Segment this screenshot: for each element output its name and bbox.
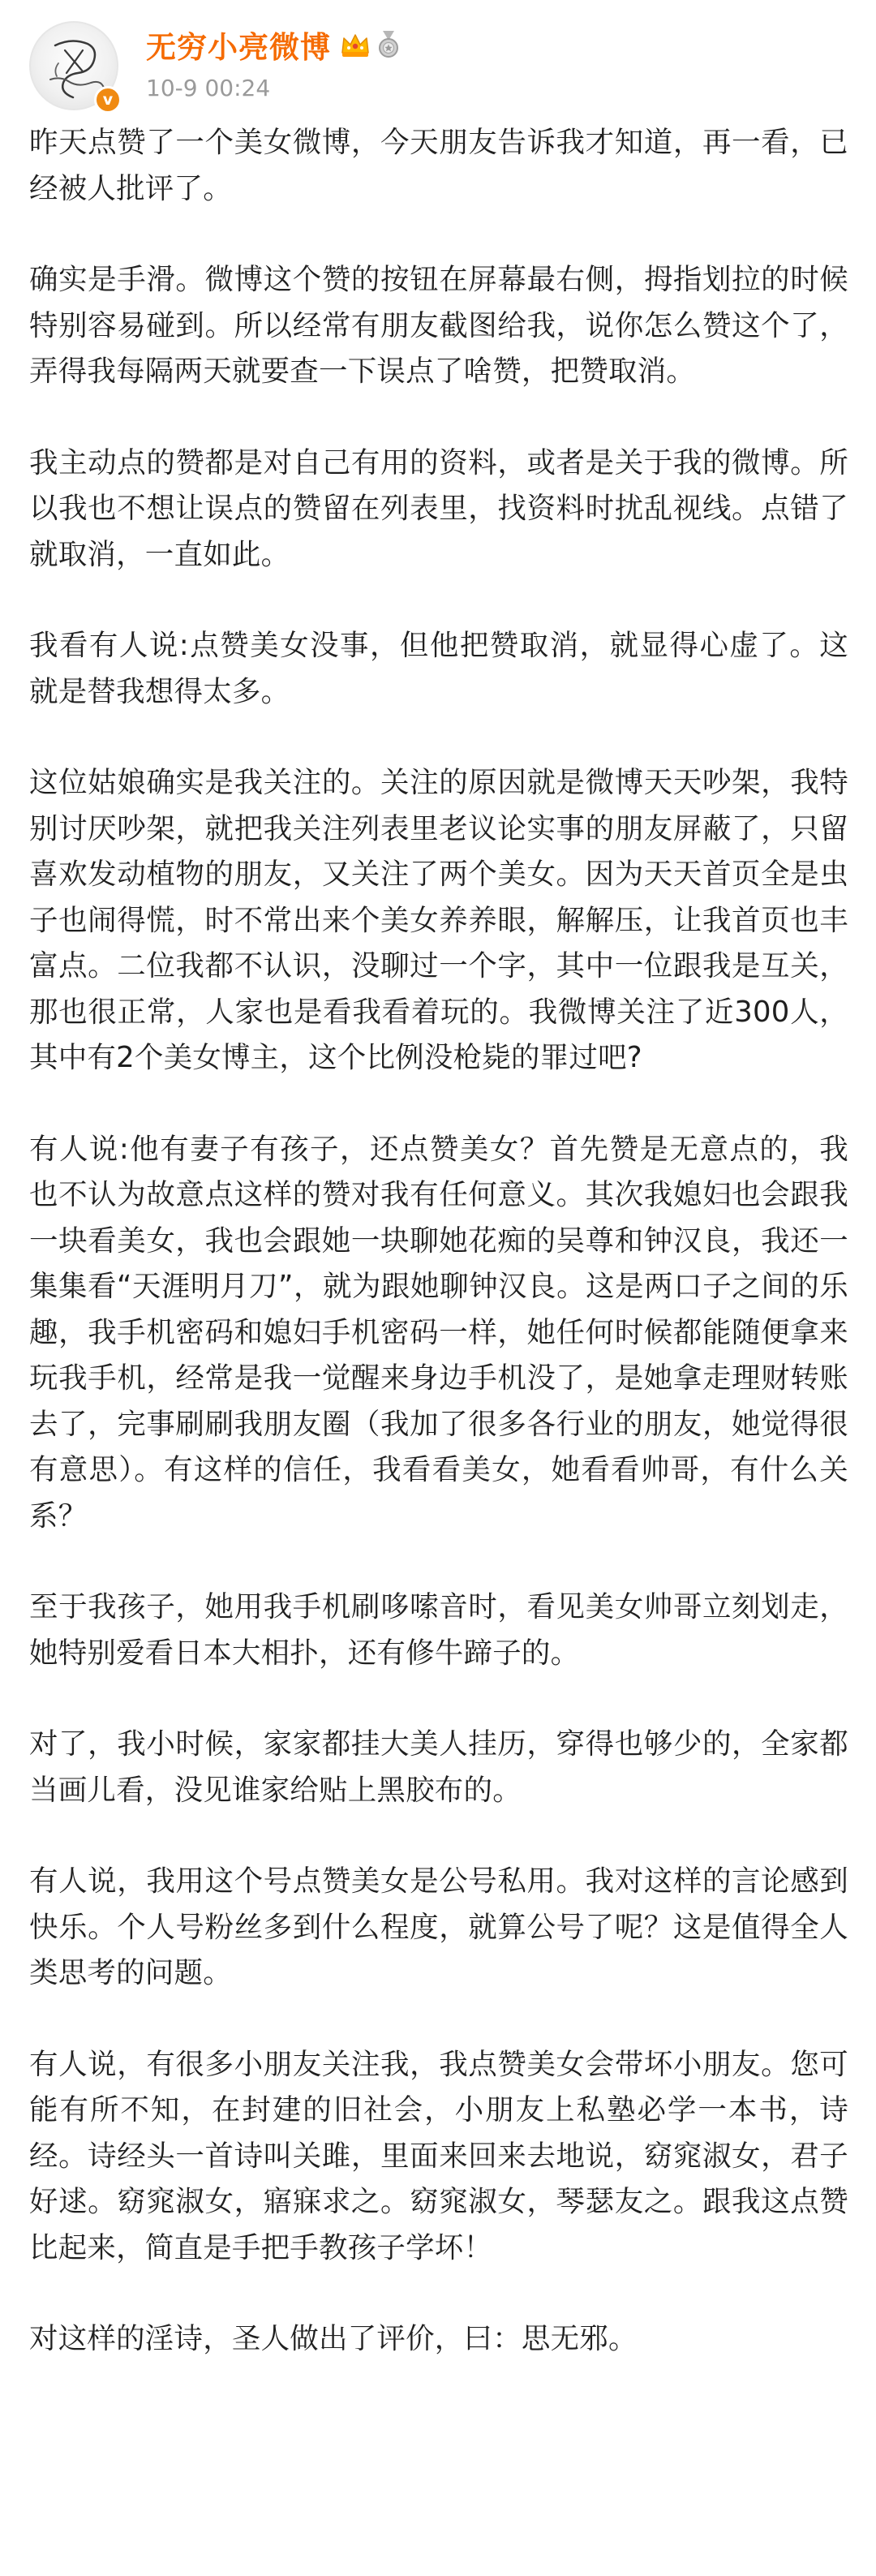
username-row <box>146 24 401 65</box>
paragraph: 有人说:他有妻子有孩子，还点赞美女？首先赞是无意点的，我也不认为故意点这样的赞对我有任何意义。其次我媳妇也会跟我一块看美女，我也会跟她一块聊她花痴的吴尊和钟汉良，我还一集集看“天涯明月刀”，就为跟她聊钟汉良。这是两口子之间的乐趣，我手机密码和媳妇手机密码一样，她任何时候都能随便拿来玩我手机，经常是我一觉醒来身边手机没了，是她拿走理财转账去了，完事刷刷我朋友圈（我加了很多各行业的朋友，她觉得很有意思）。有这样的信任，我看看美女，她看看帅哥，有什么关系？ <box>29 1132 848 1533</box>
paragraph: 对这样的淫诗，圣人做出了评价，曰：思无邪。 <box>29 2322 638 2355</box>
paragraph: 我看有人说:点赞美女没事，但他把赞取消，就显得心虚了。这就是替我想得太多。 <box>29 629 848 708</box>
paragraph: 昨天点赞了一个美女微博，今天朋友告诉我才知道，再一看，已经被人批评了。 <box>29 126 848 205</box>
paragraph: 这位姑娘确实是我关注的。关注的原因就是微博天天吵架，我特别讨厌吵架，就把我关注列表里老议论实事的朋友屏蔽了，只留喜欢发动植物的朋友，又关注了两个美女。因为天天首页全是虫子也闹得慌，时不常出来个美女养养眼，解解压，让我首页也丰富点。二位我都不认识，没聊过一个字，其中一位跟我是互关，那也很正常，人家也是看我看着玩的。我微博关注了近300人，其中有2个美女博主，这个比例没枪毙的罪过吧? <box>29 766 848 1074</box>
post-timestamp: 10-9 00:24 <box>146 75 271 101</box>
verified-badge-icon: v <box>94 86 122 114</box>
crown-icon[interactable] <box>339 30 371 59</box>
post-body <box>29 120 848 2408</box>
paragraph: 对了，我小时候，家家都挂大美人挂历，穿得也够少的，全家都当画儿看，没见谁家给贴上黑胶布的。 <box>29 1727 848 1807</box>
paragraph: 至于我孩子，她用我手机刷哆嗦音时，看见美女帅哥立刻划走，她特别爱看日本大相扑，还有修牛蹄子的。 <box>29 1590 848 1670</box>
username[interactable]: 无穷小亮微博 <box>146 30 331 65</box>
post-header <box>24 18 852 107</box>
paragraph: 确实是手滑。微博这个赞的按钮在屏幕最右侧，拇指划拉的时候特别容易碰到。所以经常有朋友截图给我，说你怎么赞这个了，弄得我每隔两天就要查一下误点了啥赞，把赞取消。 <box>29 263 848 388</box>
paragraph: 我主动点的赞都是对自己有用的资料，或者是关于我的微博。所以我也不想让误点的赞留在列表里，找资料时扰乱视线。点错了就取消，一直如此。 <box>29 445 848 571</box>
medal-icon[interactable] <box>376 29 401 60</box>
paragraph: 有人说，有很多小朋友关注我，我点赞美女会带坏小朋友。您可能有所不知，在封建的旧社会，小朋友上私塾必学一本书，诗经。诗经头一首诗叫关雎，里面来回来去地说，窈窕淑女，君子好逑。窈窕淑女，寤寐求之。窈窕淑女，琴瑟友之。跟我这点赞比起来，简直是手把手教孩子学坏！ <box>29 2047 848 2264</box>
paragraph: 有人说，我用这个号点赞美女是公号私用。我对这样的言论感到快乐。个人号粉丝多到什么程度，就算公号了呢？这是值得全人类思考的问题。 <box>29 1864 848 1989</box>
